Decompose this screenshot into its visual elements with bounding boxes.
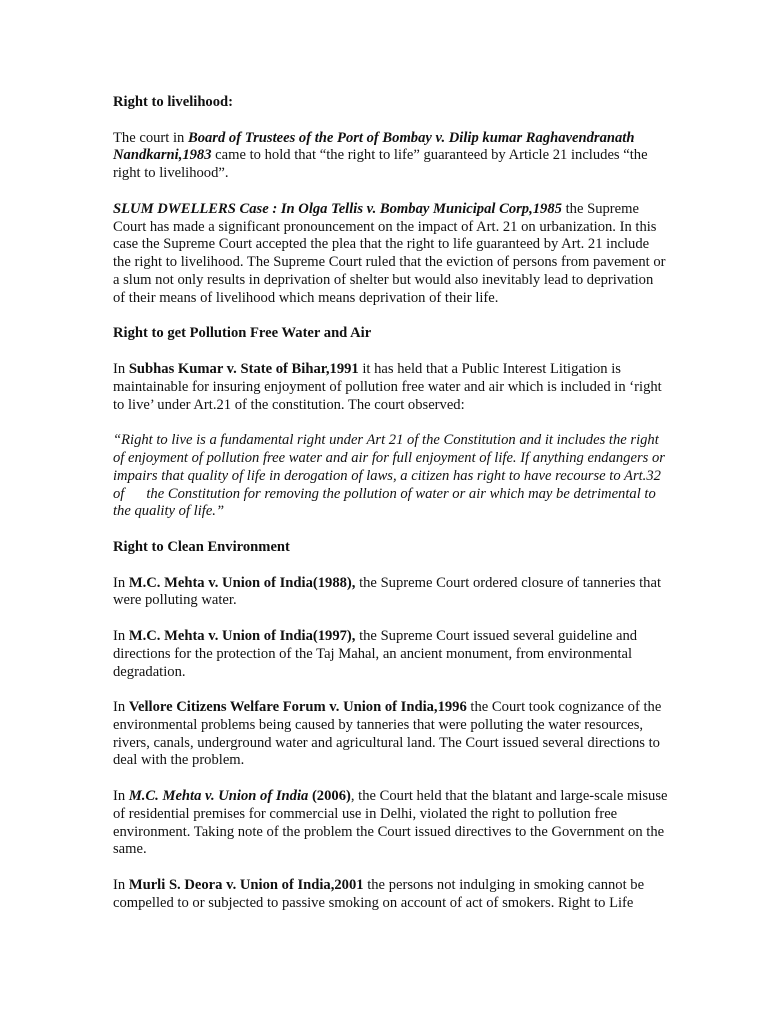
quote-text: the Constitution for removing the pollution of water or air which may be detrimental to the quality of life.” — [113, 485, 656, 520]
case-name: M.C. Mehta v. Union of India — [128, 788, 309, 805]
paragraph-mc-mehta-1988 — [113, 575, 668, 611]
case-name: Board of Trustees of the Port of Bombay v. Dilip kumar Raghavendranath Nandkarni,1983 — [113, 129, 635, 164]
paragraph-vellore-citizens — [113, 699, 668, 770]
case-name: Murli S. Deora v. Union of India,2001 — [128, 877, 364, 894]
heading-right-to-livelihood: Right to livelihood: — [113, 94, 233, 110]
paragraph-subhas-kumar — [113, 361, 668, 414]
text: In — [113, 627, 129, 644]
paragraph-mc-mehta-2006 — [113, 788, 668, 859]
text: came to hold that “the right to life” guaranteed by Article 21 includes “the right to livelihood”. — [113, 147, 648, 182]
paragraph-slum-dwellers — [113, 201, 668, 308]
heading-clean-environment: Right to Clean Environment — [113, 538, 290, 555]
text: the Supreme Court ordered closure of tanneries that were polluting water. — [113, 574, 661, 609]
case-name: Vellore Citizens Welfare Forum v. Union of India,1996 — [128, 699, 467, 716]
paragraph-murli-deora — [113, 877, 668, 913]
case-name: M.C. Mehta v. Union of India(1997), — [128, 627, 356, 644]
quote-text: “Right to live is a fundamental right under Art 21 of the Constitution and it includes the right of enjoyment of pollution free water and air for full enjoyment of life. If anything endangers or impairs that quality of life in derogation of laws, a citizen has right to have recourse to Art.32 of — [113, 432, 665, 502]
case-name: Subhas Kumar v. State of Bihar,1991 — [128, 360, 359, 377]
case-name: SLUM DWELLERS Case : In Olga Tellis v. Bombay Municipal Corp,1985 — [113, 200, 562, 217]
case-name: M.C. Mehta v. Union of India(1988), — [128, 574, 356, 591]
text: the Supreme Court has made a significant pronouncement on the impact of Art. 21 on urbanization. In this case the Supreme Court accepted the plea that the right to life guaranteed by Art. 21 include the right to livelihood. The Supreme Court ruled that the eviction of persons from pavement or a slum not only results in deprivation of shelter but would also inevitably lead to deprivation of their means of livelihood which means deprivation of their life. — [113, 200, 666, 306]
text: The court in — [113, 129, 188, 146]
text: In — [113, 574, 129, 591]
text: it has held that a Public Interest Litigation is maintainable for insuring enjoyment of pollution free water and air which is included in ‘right to live’ under Art.21 of the constitution. The court observed: — [113, 360, 662, 413]
text: the Supreme Court issued several guideline and directions for the protection of the Taj Mahal, an ancient monument, from environmental degradation. — [113, 627, 638, 680]
text: , the Court held that the blatant and large-scale misuse of residential premises for commercial use in Delhi, violated the right to pollution free environment. Taking note of the problem the Court issued directives to the Government on the same. — [113, 788, 668, 858]
text: In — [113, 360, 129, 377]
case-year: (2006) — [308, 788, 351, 805]
text: In — [113, 788, 129, 805]
text: In — [113, 699, 129, 716]
court-quote — [113, 432, 668, 521]
heading-pollution-free-water-air: Right to get Pollution Free Water and Air — [113, 325, 372, 342]
text: the persons not indulging in smoking cannot be compelled to or subjected to passive smoking on account of act of smokers. Right to Life — [113, 877, 645, 911]
text: In — [113, 877, 129, 894]
paragraph-mc-mehta-1997 — [113, 628, 668, 681]
paragraph-port-of-bombay — [113, 130, 668, 183]
text: the Court took cognizance of the environmental problems being caused by tanneries that were polluting the water resources, rivers, canals, underground water and agricultural land. The Court issued several directions to deal with the problem. — [113, 699, 662, 769]
